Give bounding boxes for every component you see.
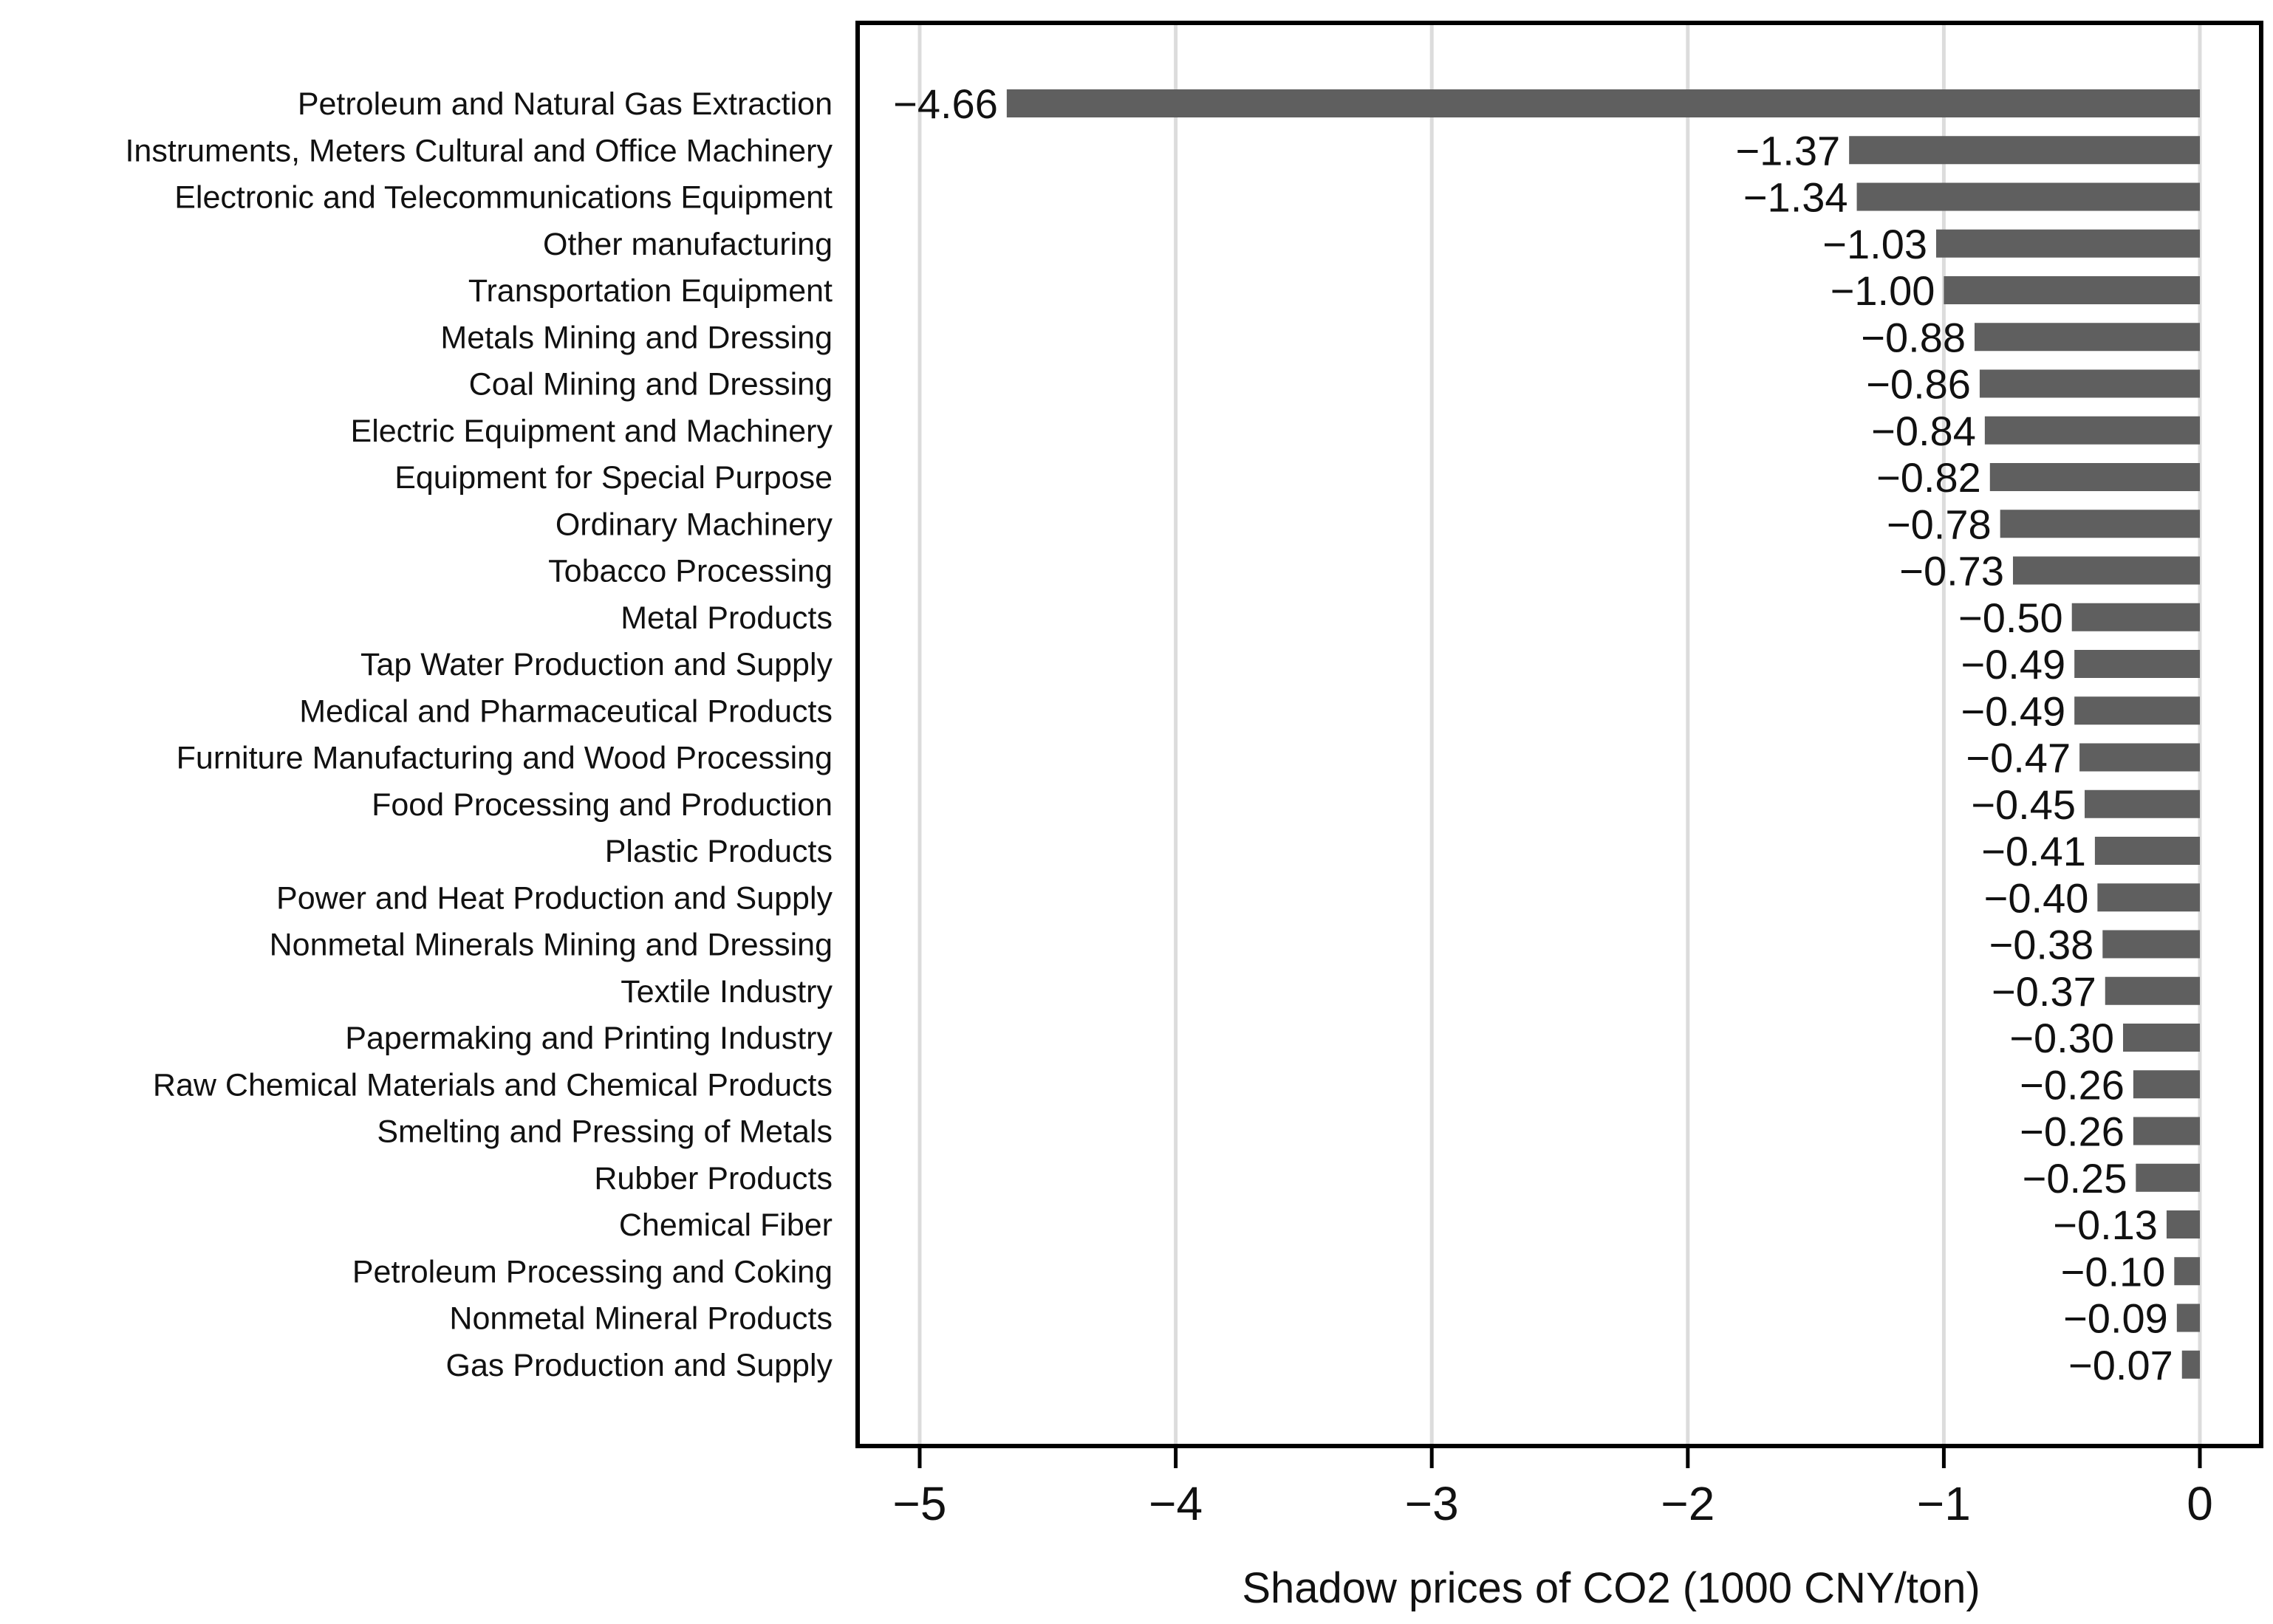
bar-value-label: −0.26 [2020, 1061, 2125, 1109]
bar [1857, 183, 2200, 211]
bar-value-label: −0.45 [1971, 781, 2077, 828]
bar-value-label: −0.40 [1983, 874, 2089, 922]
bar [2097, 883, 2200, 911]
bar [2174, 1257, 2200, 1285]
bar-value-label: −1.03 [1822, 220, 1928, 267]
bar-value-label: −0.13 [2053, 1202, 2158, 1248]
bar [1985, 417, 2200, 445]
bar [2123, 1024, 2200, 1052]
bar [2133, 1117, 2200, 1145]
bar-value-label: −0.41 [1981, 828, 2086, 874]
bar [2079, 744, 2200, 772]
bar [2085, 790, 2200, 818]
category-label: Power and Heat Production and Supply [276, 880, 833, 917]
bar-value-label: −0.84 [1871, 407, 1976, 454]
bar-value-label: −0.49 [1961, 688, 2066, 735]
bar [2000, 510, 2200, 538]
category-label: Papermaking and Printing Industry [345, 1021, 833, 1056]
x-tick-label: 0 [2187, 1477, 2213, 1530]
category-label: Nonmetal Minerals Mining and Dressing [269, 927, 833, 963]
x-tick-label: −4 [1149, 1477, 1203, 1530]
bar-value-label: −0.82 [1876, 454, 1981, 501]
bar [1980, 370, 2200, 398]
bar [1975, 323, 2200, 351]
category-label: Rubber Products [594, 1160, 833, 1196]
category-label: Instruments, Meters Cultural and Office Machinery [125, 133, 833, 169]
category-label: Medical and Pharmaceutical Products [299, 693, 833, 730]
category-label: Equipment for Special Purpose [394, 460, 833, 496]
category-label: Petroleum Processing and Coking [352, 1254, 833, 1290]
category-label: Metals Mining and Dressing [440, 320, 833, 356]
category-label: Transportation Equipment [468, 273, 833, 309]
category-label: Gas Production and Supply [445, 1347, 833, 1383]
category-label: Metal Products [621, 600, 833, 636]
bar [1990, 463, 2200, 491]
bar-value-label: −0.49 [1961, 641, 2066, 688]
bar-value-label: −0.47 [1966, 734, 2071, 781]
category-label: Raw Chemical Materials and Chemical Products [152, 1067, 833, 1103]
bar [2105, 977, 2200, 1005]
bar-value-label: −0.25 [2022, 1154, 2127, 1202]
bar-value-label: −0.78 [1886, 501, 1992, 548]
category-label: Ordinary Machinery [555, 507, 833, 543]
x-axis-title: Shadow prices of CO2 (1000 CNY/ton) [1242, 1564, 1980, 1612]
bar-value-label: −0.88 [1861, 314, 1966, 361]
bar [2182, 1351, 2200, 1379]
bar-value-label: −4.66 [893, 80, 998, 127]
category-label: Electric Equipment and Machinery [350, 413, 833, 449]
bar-value-label: −1.00 [1830, 267, 1935, 314]
bar-value-label: −0.73 [1899, 547, 2004, 595]
category-label: Smelting and Pressing of Metals [377, 1114, 833, 1150]
bar-value-label: −0.10 [2060, 1248, 2166, 1295]
bar-value-label: −0.26 [2020, 1108, 2125, 1155]
category-label: Electronic and Telecommunications Equipment [174, 179, 833, 216]
category-label: Other manufacturing [543, 226, 833, 262]
x-tick-label: −5 [892, 1477, 947, 1530]
bar [2167, 1210, 2200, 1238]
x-tick-label: −1 [1916, 1477, 1971, 1530]
bar [2136, 1164, 2200, 1192]
bar-value-label: −0.37 [1992, 967, 2096, 1015]
category-labels [125, 86, 833, 1383]
category-label: Plastic Products [604, 834, 833, 869]
bar-value-label: −1.34 [1743, 174, 1848, 221]
bar [2177, 1304, 2200, 1332]
bar [2133, 1070, 2200, 1098]
category-label: Tap Water Production and Supply [360, 647, 833, 682]
category-label: Nonmetal Mineral Products [449, 1301, 833, 1337]
bar [2102, 931, 2200, 959]
category-label: Textile Industry [621, 973, 833, 1010]
bar [1944, 276, 2200, 304]
bar-value-label: −0.09 [2063, 1295, 2168, 1342]
category-label: Tobacco Processing [548, 553, 833, 589]
bar-value-label: −0.86 [1866, 360, 1971, 408]
x-axis-ticks [893, 1446, 2213, 1530]
bar [1849, 136, 2200, 164]
bar-value-label: −0.07 [2068, 1341, 2173, 1388]
bar-value-label: −1.37 [1735, 127, 1841, 174]
bar [2013, 557, 2200, 585]
category-label: Chemical Fiber [618, 1207, 833, 1243]
category-label: Furniture Manufacturing and Wood Processing [176, 740, 833, 776]
bar [2074, 650, 2200, 678]
bar [1007, 89, 2200, 117]
bar-value-label: −0.50 [1958, 594, 2063, 641]
bar [2074, 696, 2200, 724]
bar-value-label: −0.30 [2009, 1015, 2115, 1061]
category-label: Coal Mining and Dressing [468, 366, 833, 402]
bar [2095, 837, 2200, 865]
x-tick-label: −2 [1661, 1477, 1715, 1530]
bar [1936, 230, 2200, 258]
bar [2072, 603, 2200, 631]
x-tick-label: −3 [1404, 1477, 1459, 1530]
bar-value-label: −0.38 [1989, 921, 2094, 968]
category-label: Petroleum and Natural Gas Extraction [297, 86, 833, 122]
category-label: Food Processing and Production [372, 787, 833, 823]
